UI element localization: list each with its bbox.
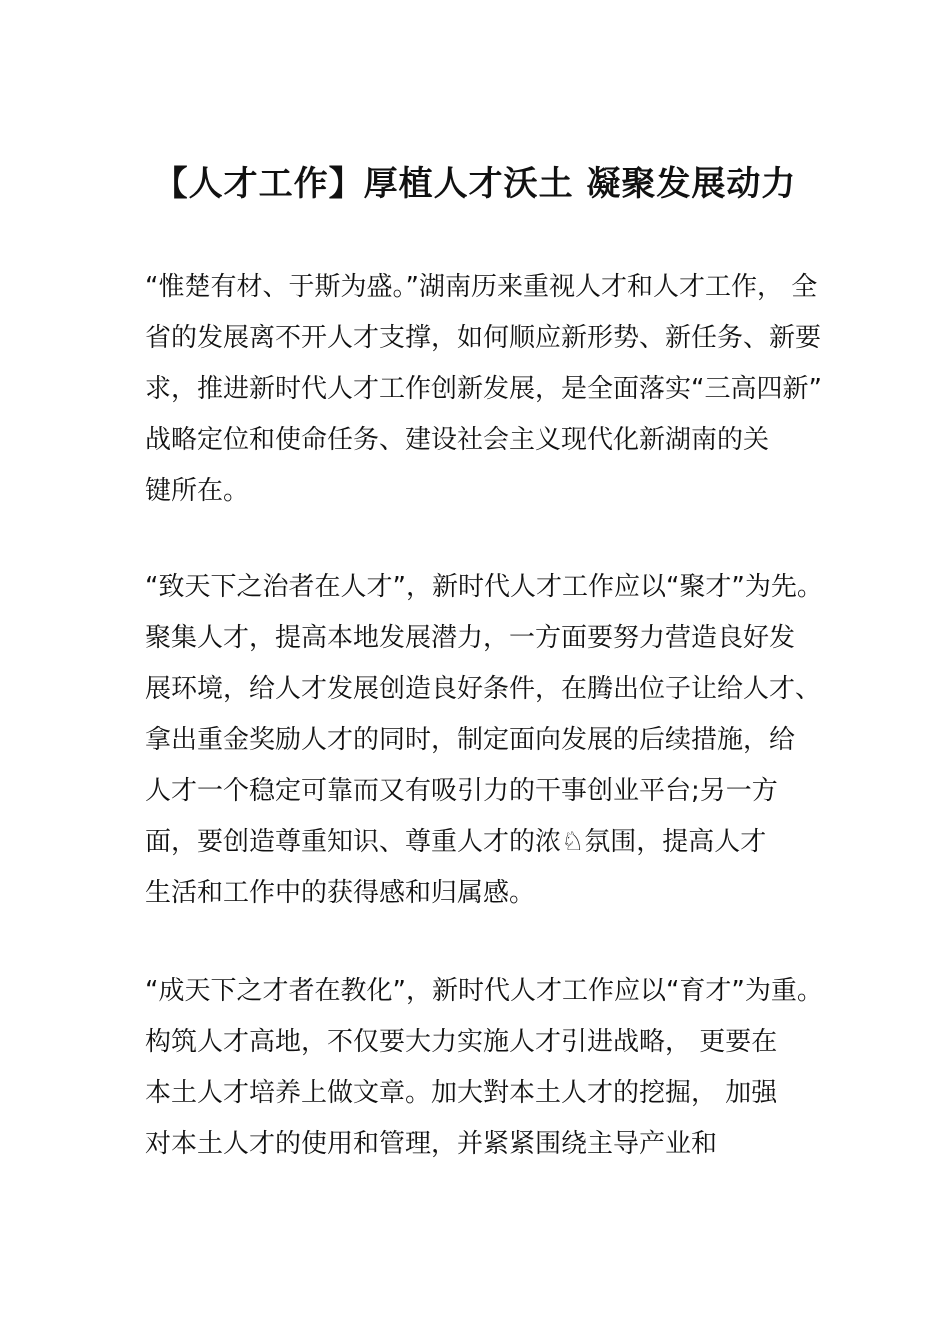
paragraph-line: 生活和工作中的获得感和归属感。 — [145, 878, 536, 908]
paragraph-line: 展环境，给人才发展创造良好条件，在腾出位子让给人才、 — [145, 674, 822, 704]
paragraph-line: 拿出重金奖励人才的同时，制定面向发展的后续措施，给 — [145, 725, 796, 755]
paragraph-line: 构筑人才高地，不仅要大力实施人才引进战略， 更要在 — [145, 1027, 778, 1057]
paragraph-line: 本土人才培养上做文章。加大對本土人才的挖掘， 加强 — [145, 1078, 778, 1108]
paragraph-line: 对本土人才的使用和管理，并紧紧围绕主导产业和 — [145, 1129, 718, 1159]
page-title: 【人才工作】厚植人才沃土 凝聚发展动力 — [153, 164, 797, 204]
paragraph-line: 聚集人才，提高本地发展潜力，一方面要努力营造良好发 — [145, 623, 796, 653]
paragraph-line: 面，要创造尊重知识、尊重人才的浓♘氛围，提高人才 — [145, 827, 767, 857]
paragraph-3 — [145, 966, 845, 1170]
paragraph-line: “成天下之才者在教化”，新时代人才工作应以“育才”为重。 — [145, 976, 823, 1006]
paragraph-line: “惟楚有材、于斯为盛。”湖南历来重视人才和人才工作， 全 — [145, 272, 818, 302]
paragraph-line: 人才一个稳定可靠而又有吸引力的干事创业平台;另一方 — [145, 776, 778, 806]
paragraph-2 — [145, 562, 845, 919]
paragraph-1 — [145, 262, 845, 517]
paragraph-line: 求，推进新时代人才工作创新发展，是全面落实“三高四新” — [145, 374, 822, 404]
paragraph-line: 键所在。 — [145, 476, 250, 506]
paragraph-line: 战略定位和使命任务、建设社会主义现代化新湖南的关 — [145, 425, 770, 455]
paragraph-line: “致天下之治者在人才”，新时代人才工作应以“聚才”为先。 — [145, 572, 823, 602]
paragraph-line: 省的发展离不开人才支撑，如何顺应新形势、新任务、新要 — [145, 323, 822, 353]
